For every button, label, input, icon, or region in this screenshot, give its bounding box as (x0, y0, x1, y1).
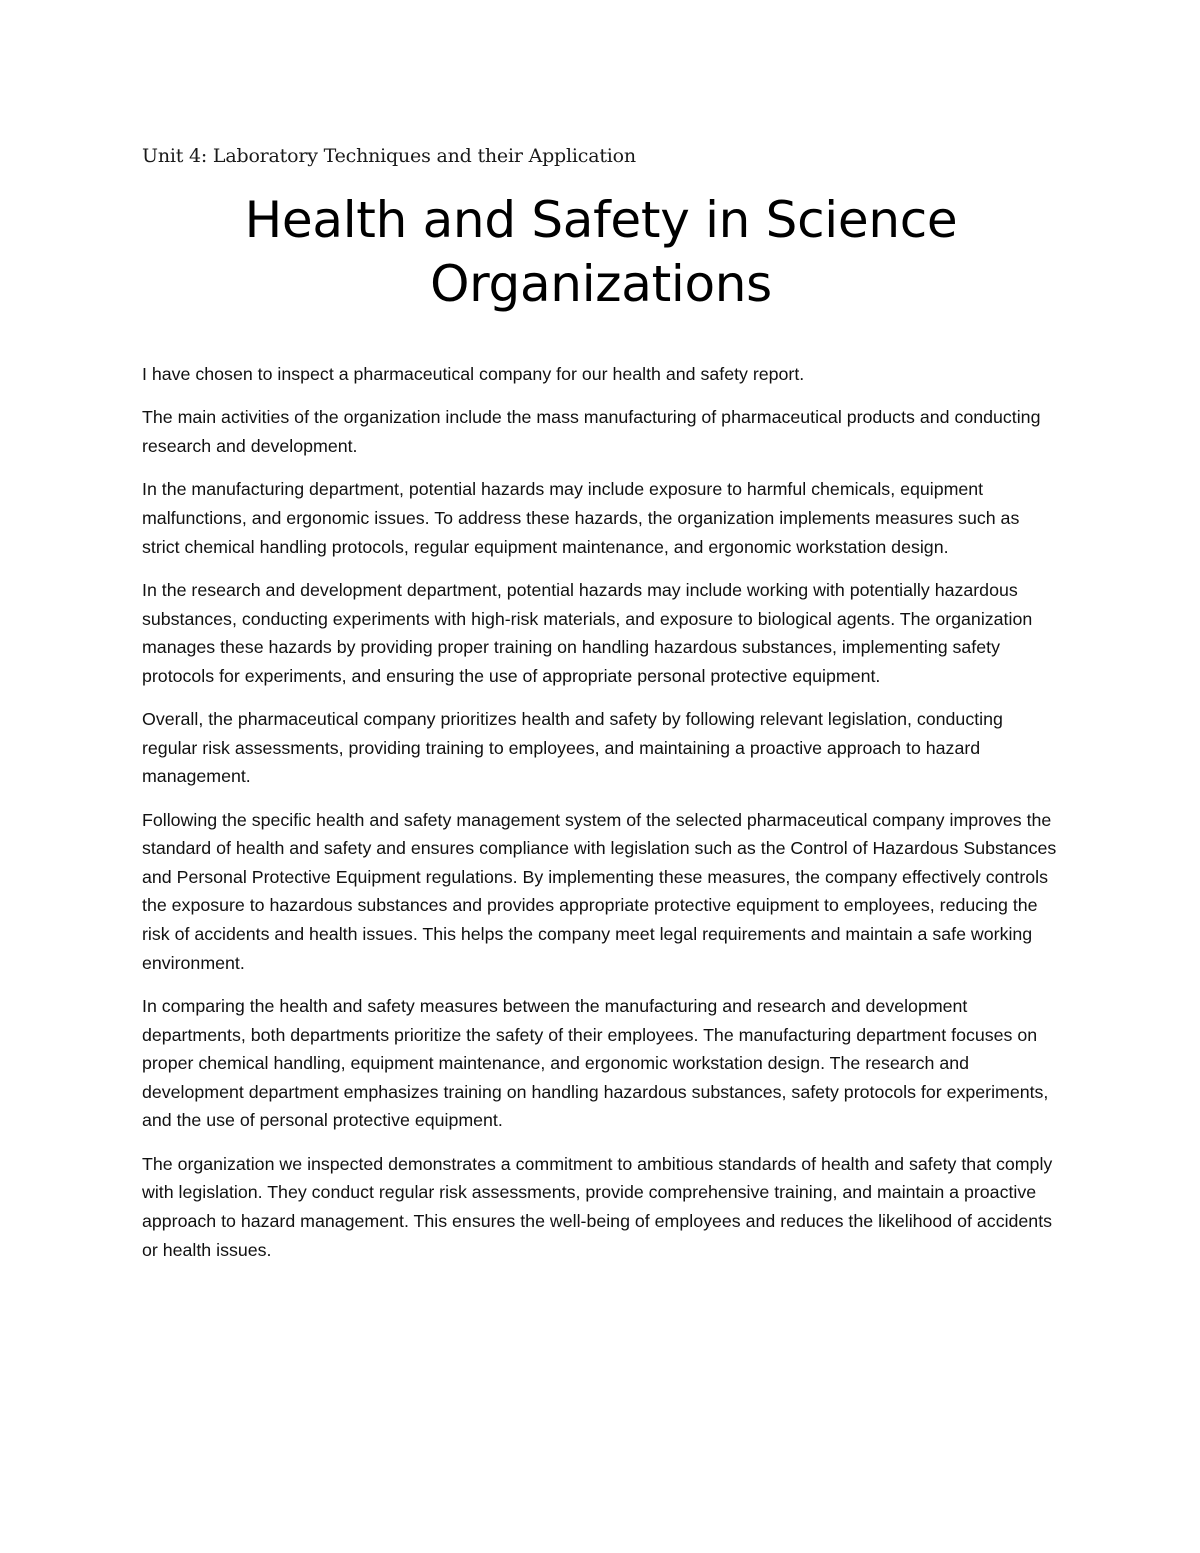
document-title (142, 188, 1060, 316)
document-body (142, 360, 1060, 1279)
paragraph-intro: I have chosen to inspect a pharmaceutical company for our health and safety report. (142, 364, 805, 384)
paragraph-comparison: In comparing the health and safety measures between the manufacturing and research and development departments, both departments prioritize the safety of their employees. The manufacturing department focuses on proper chemical handling, equipment maintenance, and ergonomic workstation design. The research and development department emphasizes training on handling hazardous substances, safety protocols for experiments, and the use of personal protective equipment. (142, 996, 1049, 1131)
paragraph-conclusion: The organization we inspected demonstrates a commitment to ambitious standards of health and safety that comply with legislation. They conduct regular risk assessments, provide comprehensive training, and maintain a proactive approach to hazard management. This ensures the well-being of employees and reduces the likelihood of accidents or health issues. (142, 1153, 1053, 1260)
paragraph-main-activities: The main activities of the organization include the mass manufacturing of pharmaceutical products and conducting research and development. (142, 407, 1041, 456)
title-line-2: Organizations (430, 255, 772, 313)
unit-heading: Unit 4: Laboratory Techniques and their Application (142, 145, 636, 167)
paragraph-overall: Overall, the pharmaceutical company prioritizes health and safety by following relevant legislation, conducting regular risk assessments, providing training to employees, and maintaining a proactive approach to hazard management. (142, 709, 1003, 787)
paragraph-research-development: In the research and development department, potential hazards may include working with potentially hazardous substances, conducting experiments with high-risk materials, and exposure to biological agents. The organization manages these hazards by providing proper training on handling hazardous substances, implementing safety protocols for experiments, and ensuring the use of appropriate personal protective equipment. (142, 579, 1033, 686)
paragraph-management-system: Following the specific health and safety management system of the selected pharmaceutical company improves the standard of health and safety and ensures compliance with legislation such as the Control of Hazardous Substances and Personal Protective Equipment regulations. By implementing these measures, the company effectively controls the exposure to hazardous substances and provides appropriate protective equipment to employees, reducing the risk of accidents and health issues. This helps the company meet legal requirements and maintain a safe working environment. (142, 809, 1057, 973)
title-line-1: Health and Safety in Science (244, 191, 958, 249)
paragraph-manufacturing: In the manufacturing department, potential hazards may include exposure to harmful chemicals, equipment malfunctions, and ergonomic issues. To address these hazards, the organization implements measures such as strict chemical handling protocols, regular equipment maintenance, and ergonomic workstation design. (142, 479, 1020, 557)
